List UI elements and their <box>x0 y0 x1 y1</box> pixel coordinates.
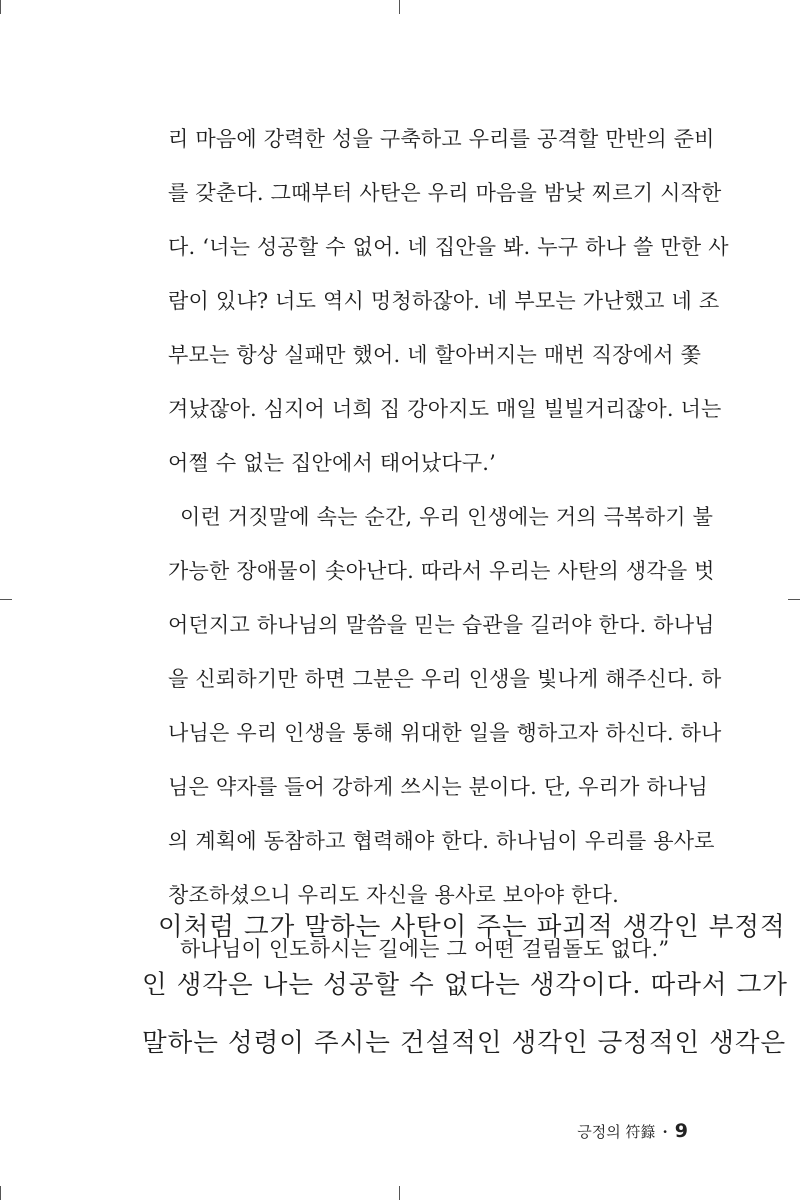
body-paragraph <box>142 898 788 1072</box>
quote-line: 어던지고 하나님의 말씀을 믿는 습관을 길러야 한다. 하나님 <box>168 613 715 637</box>
body-line: 이처럼 그가 말하는 사탄이 주는 파괴적 생각인 부정적 <box>158 912 786 942</box>
page-footer <box>577 1120 688 1142</box>
quote-line: 을 신뢰하기만 하면 그분은 우리 인생을 빛나게 해주신다. 하 <box>168 667 722 691</box>
quoted-passage <box>168 112 729 976</box>
quote-line: 나님은 우리 인생을 통해 위대한 일을 행하고자 하신다. 하나 <box>168 721 722 745</box>
crop-mark-top-center <box>399 0 400 14</box>
quote-line: 님은 약자를 들어 강하게 쓰시는 분이다. 단, 우리가 하나님 <box>168 775 708 799</box>
quote-line: 가능한 장애물이 솟아난다. 따라서 우리는 사탄의 생각을 벗 <box>168 559 715 583</box>
quote-line: 이런 거짓말에 속는 순간, 우리 인생에는 거의 극복하기 불 <box>180 505 714 529</box>
quote-line: 하나님이 인도하시는 길에는 그 어떤 걸림돌도 없다.” <box>180 937 670 961</box>
crop-mark-left-middle <box>0 599 12 600</box>
running-title: 긍정의 符籙 <box>577 1123 656 1141</box>
crop-mark-bottom-center <box>399 1186 400 1200</box>
body-line: 말하는 성령이 주시는 건설적인 생각인 긍정적인 생각은 <box>142 1028 787 1058</box>
quote-line: 리 마음에 강력한 성을 구축하고 우리를 공격할 만반의 준비 <box>168 127 715 151</box>
crop-mark-bottom-left <box>0 1186 1 1200</box>
quote-line: 창조하셨으니 우리도 자신을 용사로 보아야 한다. <box>168 883 619 907</box>
quote-line: 람이 있냐? 너도 역시 멍청하잖아. 네 부모는 가난했고 네 조 <box>168 289 720 313</box>
quote-line: 부모는 항상 실패만 했어. 네 할아버지는 매번 직장에서 쫓 <box>168 343 702 367</box>
page-number: 9 <box>674 1120 688 1142</box>
quote-line: 의 계획에 동참하고 협력해야 한다. 하나님이 우리를 용사로 <box>168 829 715 853</box>
quote-line: 를 갖춘다. 그때부터 사탄은 우리 마음을 밤낮 찌르기 시작한 <box>168 181 722 205</box>
crop-mark-top-left <box>0 0 1 14</box>
crop-mark-right-middle <box>788 599 800 600</box>
quote-line: 겨났잖아. 심지어 너희 집 강아지도 매일 빌빌거리잖아. 너는 <box>168 397 722 421</box>
body-line: 인 생각은 나는 성공할 수 없다는 생각이다. 따라서 그가 <box>142 970 788 1000</box>
quote-line: 다. ‘너는 성공할 수 없어. 네 집안을 봐. 누구 하나 쓸 만한 사 <box>168 235 729 259</box>
quote-line: 어쩔 수 없는 집안에서 태어났다구.’ <box>168 451 497 475</box>
footer-separator: · <box>662 1123 668 1141</box>
